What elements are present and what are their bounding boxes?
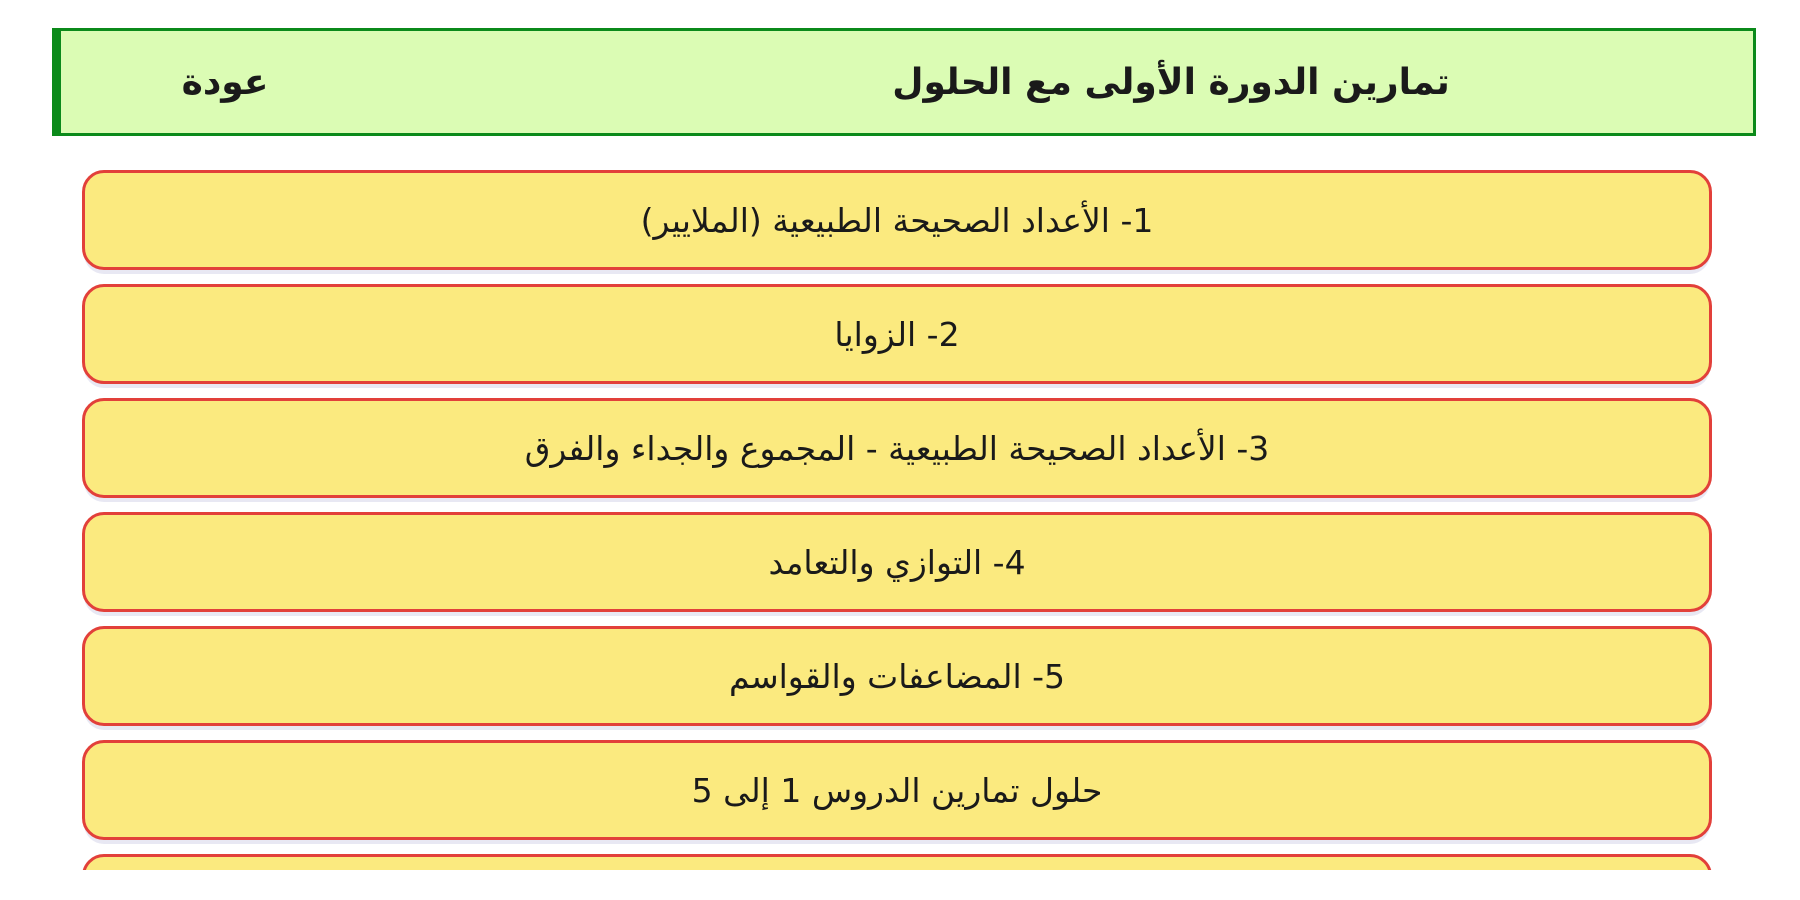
- lesson-item-4[interactable]: [82, 512, 1712, 612]
- solutions-item[interactable]: [82, 740, 1712, 840]
- lesson-item-3[interactable]: [82, 398, 1712, 498]
- back-button[interactable]: عودة: [55, 31, 389, 133]
- header-bar: [52, 28, 1756, 136]
- lessons-list: [82, 170, 1712, 870]
- lesson-item-5[interactable]: [82, 626, 1712, 726]
- page-title: تمارين الدورة الأولى مع الحلول: [892, 61, 1450, 103]
- lesson-item-label: 3- الأعداد الصحيحة الطبيعية - المجموع والجداء والفرق: [524, 428, 1270, 468]
- lesson-item-label: 4- التوازي والتعامد: [768, 542, 1026, 582]
- lesson-item-1[interactable]: [82, 170, 1712, 270]
- lesson-item-partial[interactable]: [82, 854, 1712, 870]
- lesson-item-label: حلول تمارين الدروس 1 إلى 5: [691, 770, 1103, 810]
- lesson-item-label: 5- المضاعفات والقواسم: [728, 656, 1066, 696]
- lessons-list-viewport[interactable]: [0, 165, 1800, 870]
- lesson-item-label: 1- الأعداد الصحيحة الطبيعية (الملايير): [640, 200, 1154, 240]
- lesson-item-label: 2- الزوايا: [834, 314, 960, 354]
- lesson-item-2[interactable]: [82, 284, 1712, 384]
